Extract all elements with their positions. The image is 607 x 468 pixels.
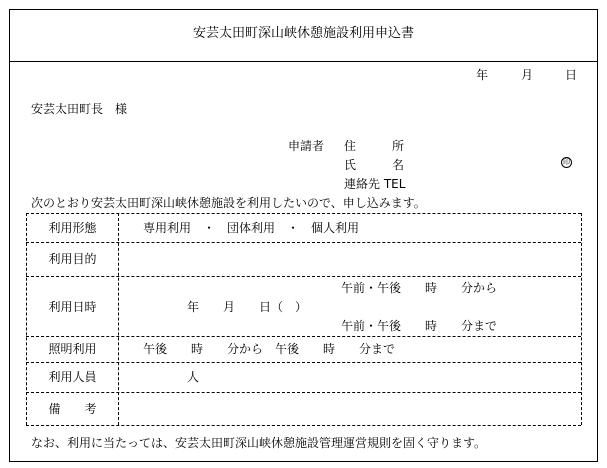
applicant-label: 申請者 [288,139,325,153]
usage-type-label: 利用形態 [48,221,97,235]
table-border-left [26,213,27,425]
lighting-time: 午後 時 分から 午後 時 分まで [143,342,396,356]
addressee: 安芸太田町長 様 [31,102,128,116]
date-year: 年 [476,68,489,82]
table-border-bottom [26,425,581,426]
title-divider [9,61,598,62]
intro-text: 次のとおり安芸太田町深山峡休憩施設を利用したいので、申し込みます。 [31,196,426,210]
people-count-unit: 人 [187,370,200,384]
applicant-address-label: 住 所 [344,139,405,153]
usage-datetime-from: 午前・午後 時 分から [341,281,498,295]
usage-datetime-label: 利用日時 [48,300,97,314]
form-title: 安芸太田町深山峡休憩施設利用申込書 [192,26,414,41]
date-month: 月 [521,68,534,82]
footer-pledge: なお、利用に当たっては、安芸太田町深山峡休憩施設管理運営規則を固く守ります。 [31,436,487,450]
seal-mark: 印 [563,158,570,166]
table-row-divider [26,336,581,337]
remarks-field[interactable] [126,400,576,418]
applicant-contact-label: 連絡先 TEL [344,177,406,191]
usage-purpose-label: 利用目的 [48,252,97,266]
date-day: 日 [565,68,578,82]
usage-type-options: 専用利用 ・ 団体利用 ・ 個人利用 [143,221,360,235]
table-border-right [581,213,582,425]
table-border-top [26,213,581,214]
lighting-label: 照明利用 [48,342,97,356]
usage-datetime-date: 年 月 日（ ） [187,300,308,314]
usage-datetime-to: 午前・午後 時 分まで [341,319,498,333]
remarks-label: 備 考 [48,402,97,416]
applicant-name-label: 氏 名 [344,158,405,172]
table-row-divider [26,276,581,277]
people-count-label: 利用人員 [48,370,97,384]
table-row-divider [26,242,581,243]
table-row-divider [26,362,581,363]
form-frame [9,9,598,462]
usage-purpose-field[interactable] [126,252,576,268]
table-row-divider [26,392,581,393]
table-column-divider [118,213,119,425]
